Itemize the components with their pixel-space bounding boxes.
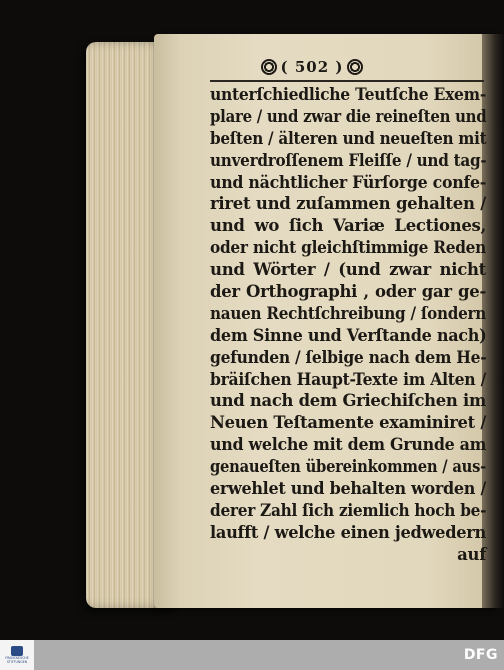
text-line: derer Zahl ſich ziemlich hoch be- <box>210 500 487 520</box>
text-line: plare / und zwar die reineſten und <box>210 106 487 126</box>
institution-logo-icon <box>11 646 23 656</box>
text-line: genaueſten übereinkommen / aus- <box>210 457 486 477</box>
page-header <box>222 56 402 78</box>
ornament-left-icon <box>261 59 277 75</box>
page-number: ( 502 ) <box>280 58 344 76</box>
dfg-logo[interactable]: DFG <box>463 647 498 663</box>
text-line: riret und zuſammen gehalten / <box>210 194 486 214</box>
text-line: und Wörter / (und zwar nicht <box>210 260 486 280</box>
text-line: laufft / welche einen jedwedern <box>210 522 486 542</box>
text-line: gefunden / ſelbige nach dem He- <box>210 347 487 367</box>
viewer-footer-bar <box>0 640 504 670</box>
text-line: unterſchiedliche Teutſche Exem- <box>210 85 486 104</box>
text-line: und nach dem Griechiſchen im <box>210 391 486 411</box>
text-line: nauen Rechtſchreibung / ſondern <box>210 303 486 323</box>
text-line: erwehlet und behalten worden / <box>210 479 486 499</box>
text-line: Neuen Teſtamente examiniret / <box>210 413 486 433</box>
institution-logo-text: FRANCKESCHE STIFTUNGEN <box>5 655 29 664</box>
text-line: und wo ſich Variæ Lectiones, <box>210 216 486 236</box>
text-line: auf <box>457 544 486 564</box>
text-line: beſten / älteren und neueſten mit <box>210 128 487 148</box>
text-line: bräiſchen Haupt-Texte im Alten / <box>210 369 486 389</box>
text-line: der Orthographi , oder gar ge- <box>210 282 486 302</box>
text-line: und welche mit dem Grunde am <box>210 435 487 455</box>
text-block <box>210 84 486 566</box>
institution-logo[interactable] <box>0 640 34 670</box>
text-line: oder nicht gleichſtimmige Reden <box>210 238 486 258</box>
text-line: unverdroſſenem Fleiſſe / und tag- <box>210 150 487 170</box>
book <box>82 34 504 610</box>
ornament-right-icon <box>347 59 363 75</box>
text-line: dem Sinne und Verſtande nach) <box>210 325 487 345</box>
text-line: und nächtlicher Fürſorge confe- <box>210 172 487 192</box>
header-rule <box>210 80 484 82</box>
